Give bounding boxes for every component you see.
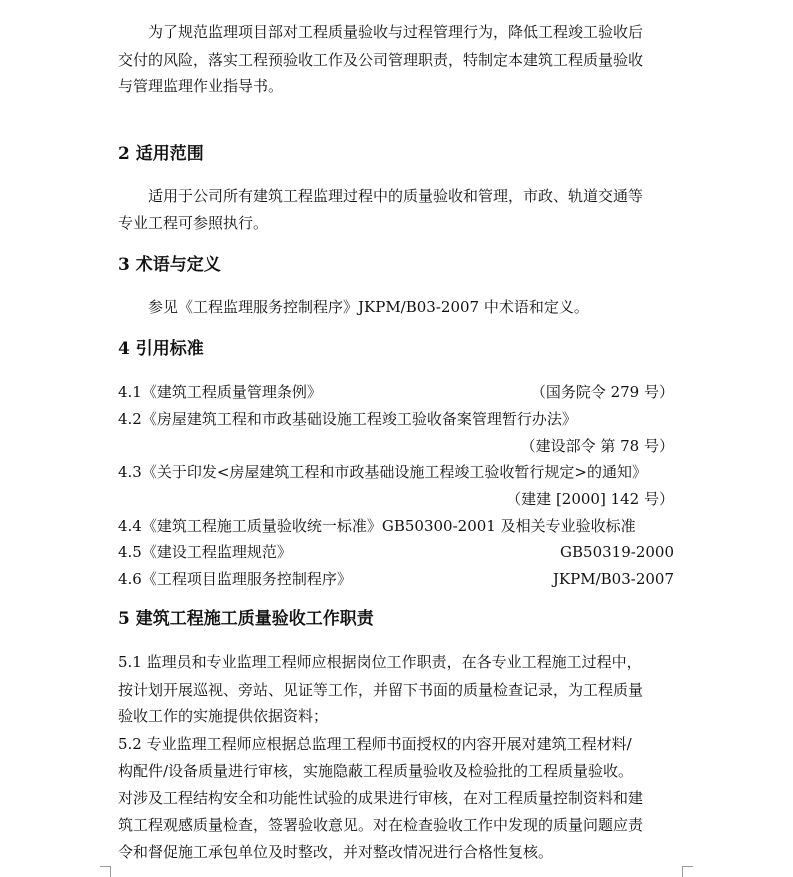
reference-item-4-5 — [118, 542, 674, 562]
section-4-heading: 4 引用标准 — [118, 339, 204, 359]
intro-line-3: 与管理监理作业指导书。 — [118, 77, 284, 95]
reference-item-4-2 — [118, 409, 674, 429]
section-3-line-1: 参见《工程监理服务控制程序》JKPM/B03-2007 中术语和定义。 — [148, 298, 589, 316]
section-3-heading: 3 术语与定义 — [118, 255, 221, 275]
section-5-line-8: 令和督促施工承包单位及时整改，并对整改情况进行合格性复核。 — [118, 843, 554, 861]
reference-title: 4.6《工程项目监理服务控制程序》 — [118, 570, 352, 588]
reference-source: （国务院令 279 号） — [530, 383, 674, 401]
section-5-line-6: 对涉及工程结构安全和功能性试验的成果进行审核，在对工程质量控制资料和建 — [118, 789, 644, 807]
reference-source-4-2: （建设部令 第 78 号） — [520, 437, 674, 455]
reference-item-4-4 — [118, 516, 674, 536]
reference-title: 4.4《建筑工程施工质量验收统一标准》GB50300-2001 及相关专业验收标准 — [118, 517, 636, 535]
section-5-heading: 5 建筑工程施工质量验收工作职责 — [118, 609, 374, 629]
section-5-line-4: 5.2 专业监理工程师应根据总监理工程师书面授权的内容开展对建筑工程材料/ — [118, 735, 632, 753]
crop-mark-bottom-left — [100, 866, 111, 877]
section-5-line-3: 验收工作的实施提供依据资料； — [118, 707, 329, 725]
intro-line-2: 交付的风险，落实工程预验收工作及公司管理职责，特制定本建筑工程质量验收 — [118, 51, 644, 69]
section-5-line-1: 5.1 监理员和专业监理工程师应根据岗位工作职责，在各专业工程施工过程中， — [118, 653, 642, 671]
reference-source: GB50319-2000 — [560, 543, 674, 561]
reference-item-4-1 — [118, 382, 674, 402]
intro-line-1: 为了规范监理项目部对工程质量验收与过程管理行为，降低工程竣工验收后 — [148, 23, 644, 41]
reference-title: 4.5《建设工程监理规范》 — [118, 543, 292, 561]
section-5-line-2: 按计划开展巡视、旁站、见证等工作，并留下书面的质量检查记录，为工程质量 — [118, 681, 644, 699]
reference-title: 4.1《建筑工程质量管理条例》 — [118, 383, 322, 401]
reference-source-4-3: （建建 [2000] 142 号） — [506, 490, 674, 508]
section-2-line-2: 专业工程可参照执行。 — [118, 214, 269, 232]
reference-title: 4.3《关于印发<房屋建筑工程和市政基础设施工程竣工验收暂行规定>的通知》 — [118, 463, 647, 481]
reference-item-4-6 — [118, 569, 674, 589]
section-5-line-5: 构配件/设备质量进行审核，实施隐蔽工程质量验收及检验批的工程质量验收。 — [118, 762, 634, 780]
section-2-heading: 2 适用范围 — [118, 144, 204, 164]
reference-item-4-3 — [118, 462, 674, 482]
reference-title: 4.2《房屋建筑工程和市政基础设施工程竣工验收备案管理暂行办法》 — [118, 410, 577, 428]
crop-mark-bottom-right — [682, 866, 693, 877]
reference-source: JKPM/B03-2007 — [552, 570, 674, 588]
section-2-line-1: 适用于公司所有建筑工程监理过程中的质量验收和管理，市政、轨道交通等 — [148, 187, 644, 205]
section-5-line-7: 筑工程观感质量检查，签署验收意见。对在检查验收工作中发现的质量问题应责 — [118, 816, 644, 834]
